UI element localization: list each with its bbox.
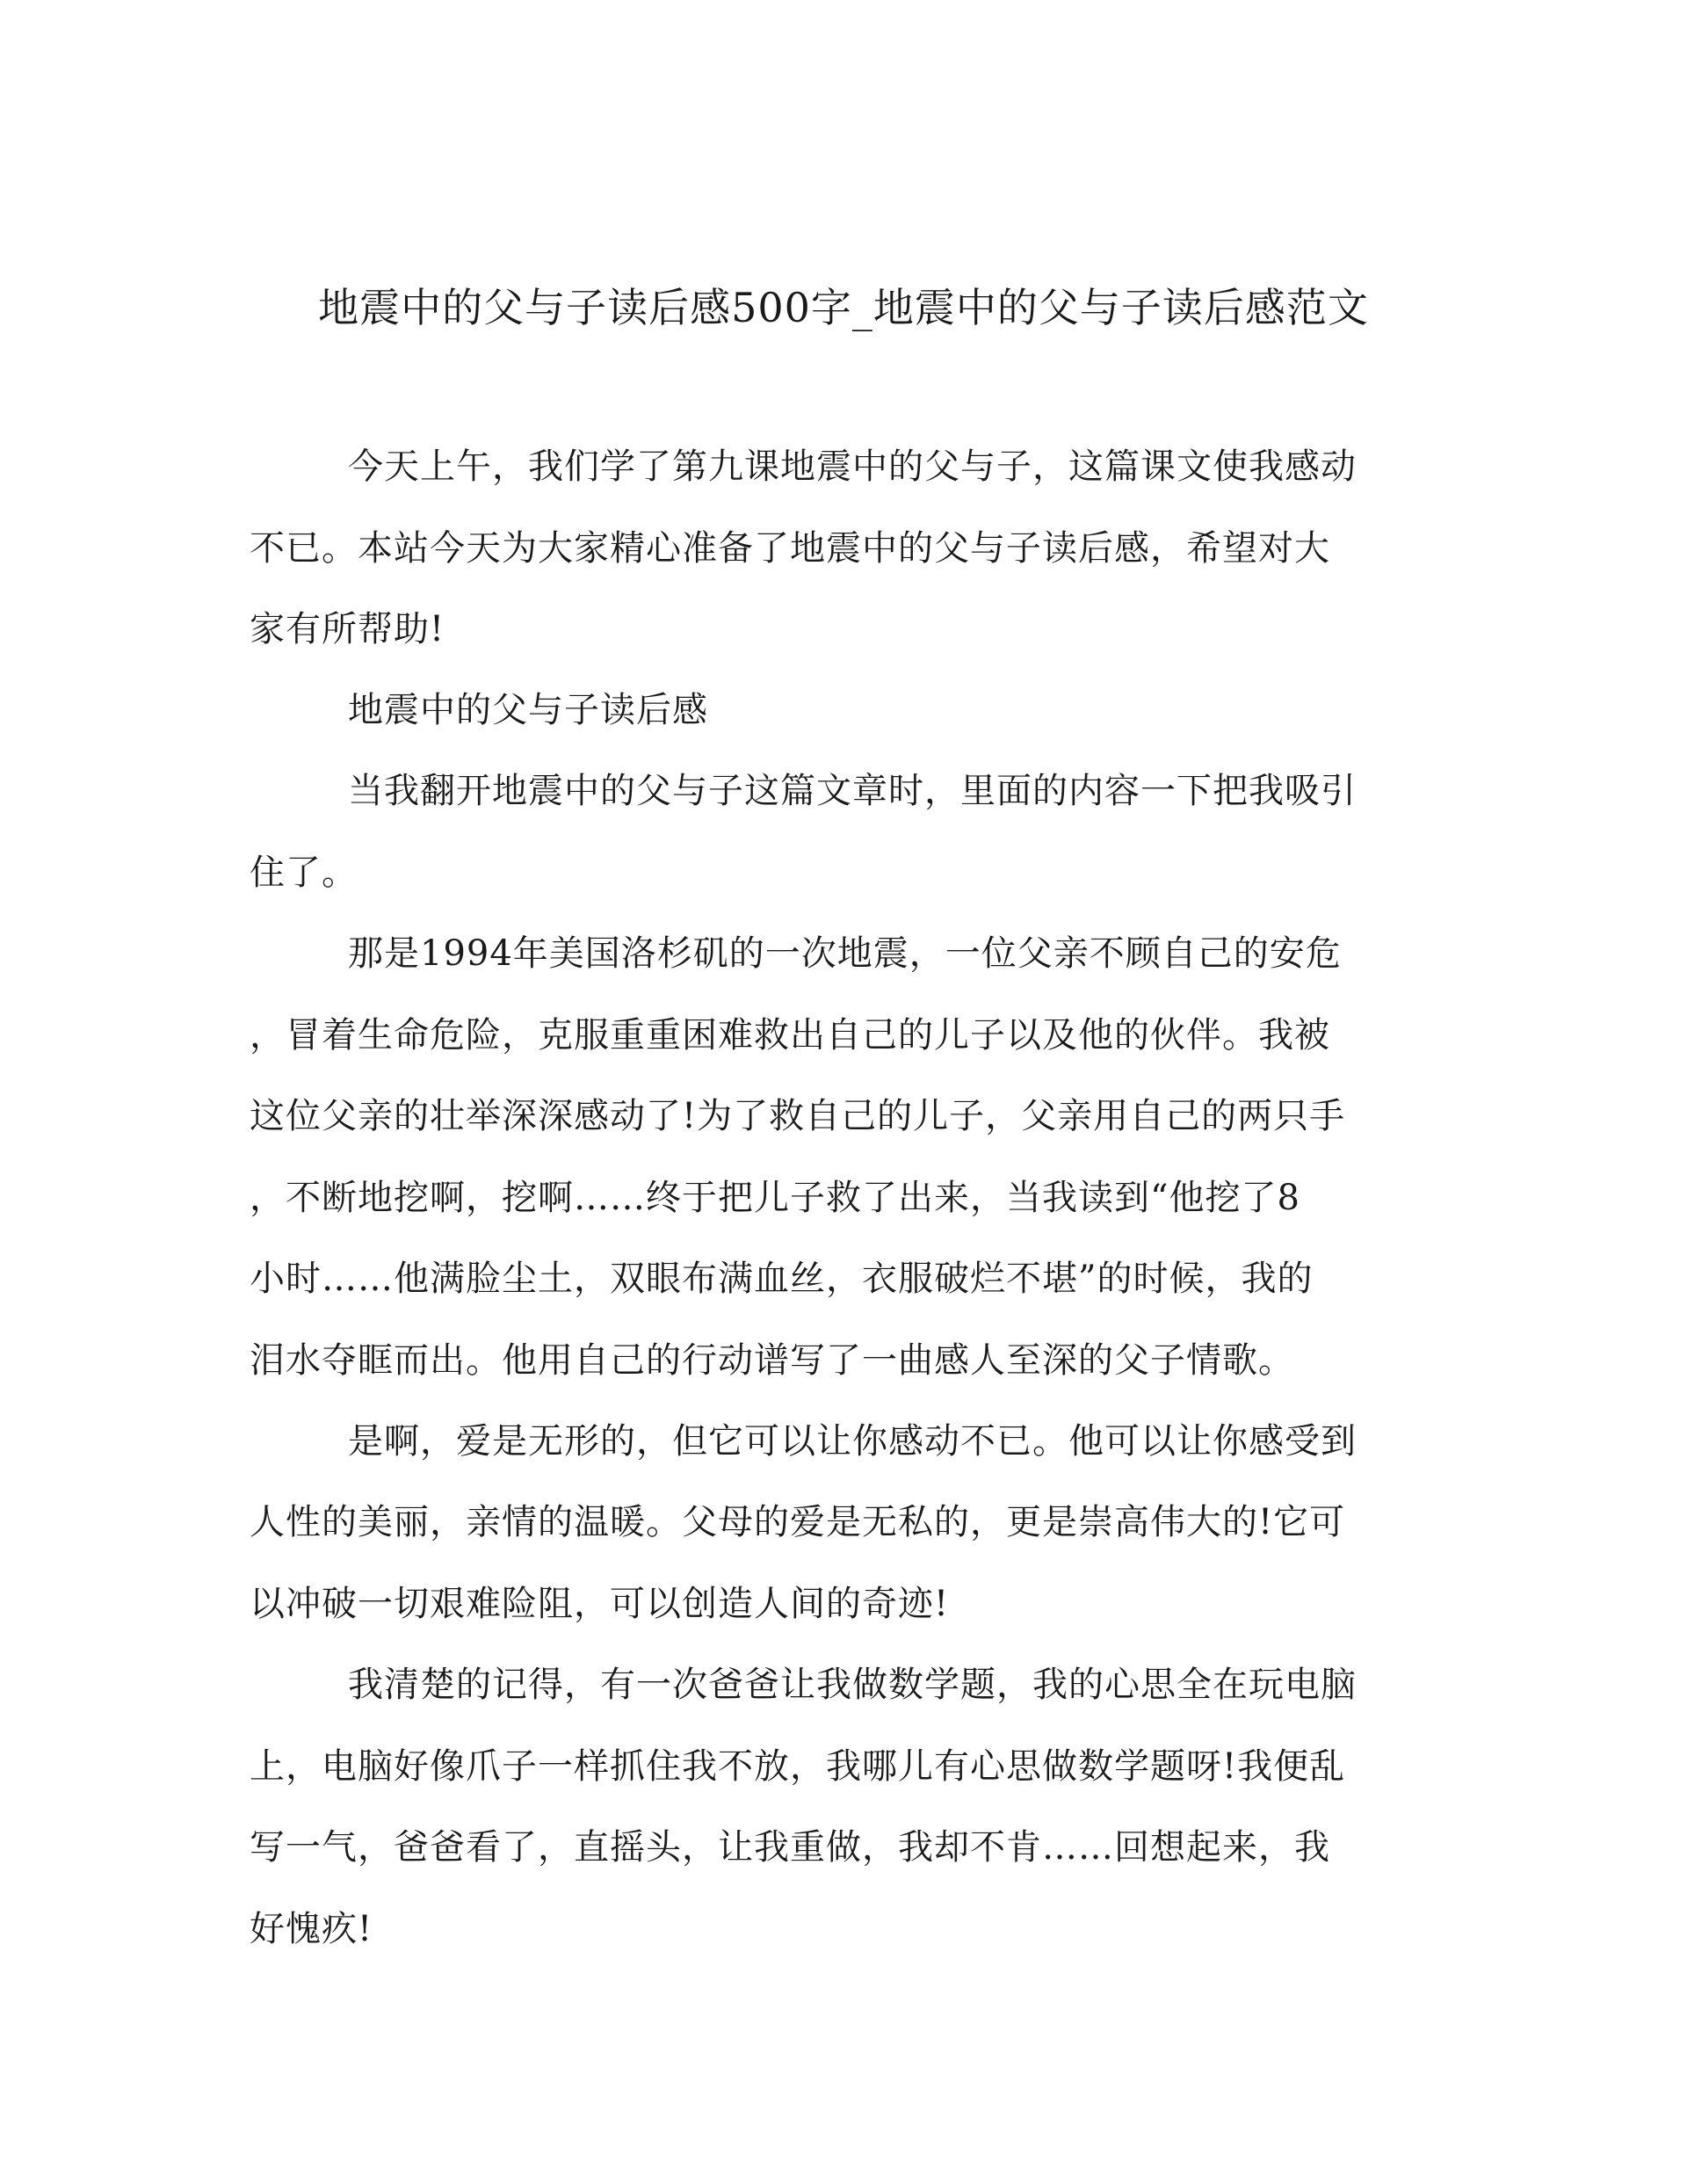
paragraph-line: 家有所帮助! [250,609,445,649]
paragraph-line: 那是1994年美国洛杉矶的一次地震，一位父亲不顾自己的安危 [348,933,1342,974]
document-title: 地震中的父与子读后感500字_地震中的父与子读后感范文 [318,284,1369,331]
paragraph-line: 人性的美丽，亲情的温暖。父母的爱是无私的，更是崇高伟大的!它可 [250,1502,1346,1542]
paragraph-line: 住了。 [250,853,358,893]
paragraph-line: ，冒着生命危险，克服重重困难救出自己的儿子以及他的伙伴。我被 [250,1015,1330,1056]
paragraph-line: 泪水夺眶而出。他用自己的行动谱写了一曲感人至深的父子情歌。 [250,1340,1294,1381]
paragraph-line: 我清楚的记得，有一次爸爸让我做数学题，我的心思全在玩电脑 [348,1665,1357,1705]
paragraph-line: 好愧疚! [250,1909,373,1949]
paragraph-line: 以冲破一切艰难险阻，可以创造人间的奇迹! [250,1584,950,1624]
paragraph-line: ，不断地挖啊，挖啊……终于把儿子救了出来，当我读到“他挖了8 [250,1178,1300,1218]
paragraph-line: 当我翻开地震中的父与子这篇文章时，里面的内容一下把我吸引 [348,771,1357,811]
paragraph-line: 不已。本站今天为大家精心准备了地震中的父与子读后感，希望对大 [250,528,1330,569]
paragraph-line: 小时……他满脸尘土，双眼布满血丝，衣服破烂不堪”的时候，我的 [250,1259,1314,1299]
paragraph-line: 上，电脑好像爪子一样抓住我不放，我哪儿有心思做数学题呀!我便乱 [250,1746,1346,1787]
section-heading: 地震中的父与子读后感 [348,690,708,730]
paragraph-line: 写一气，爸爸看了，直摇头，让我重做，我却不肯……回想起来，我 [250,1827,1330,1868]
paragraph-line: 是啊，爱是无形的，但它可以让你感动不已。他可以让你感受到 [348,1421,1357,1462]
paragraph-line: 今天上午，我们学了第九课地震中的父与子，这篇课文使我感动 [348,446,1357,487]
paragraph-line: 这位父亲的壮举深深感动了!为了救自己的儿子，父亲用自己的两只手 [250,1096,1346,1136]
